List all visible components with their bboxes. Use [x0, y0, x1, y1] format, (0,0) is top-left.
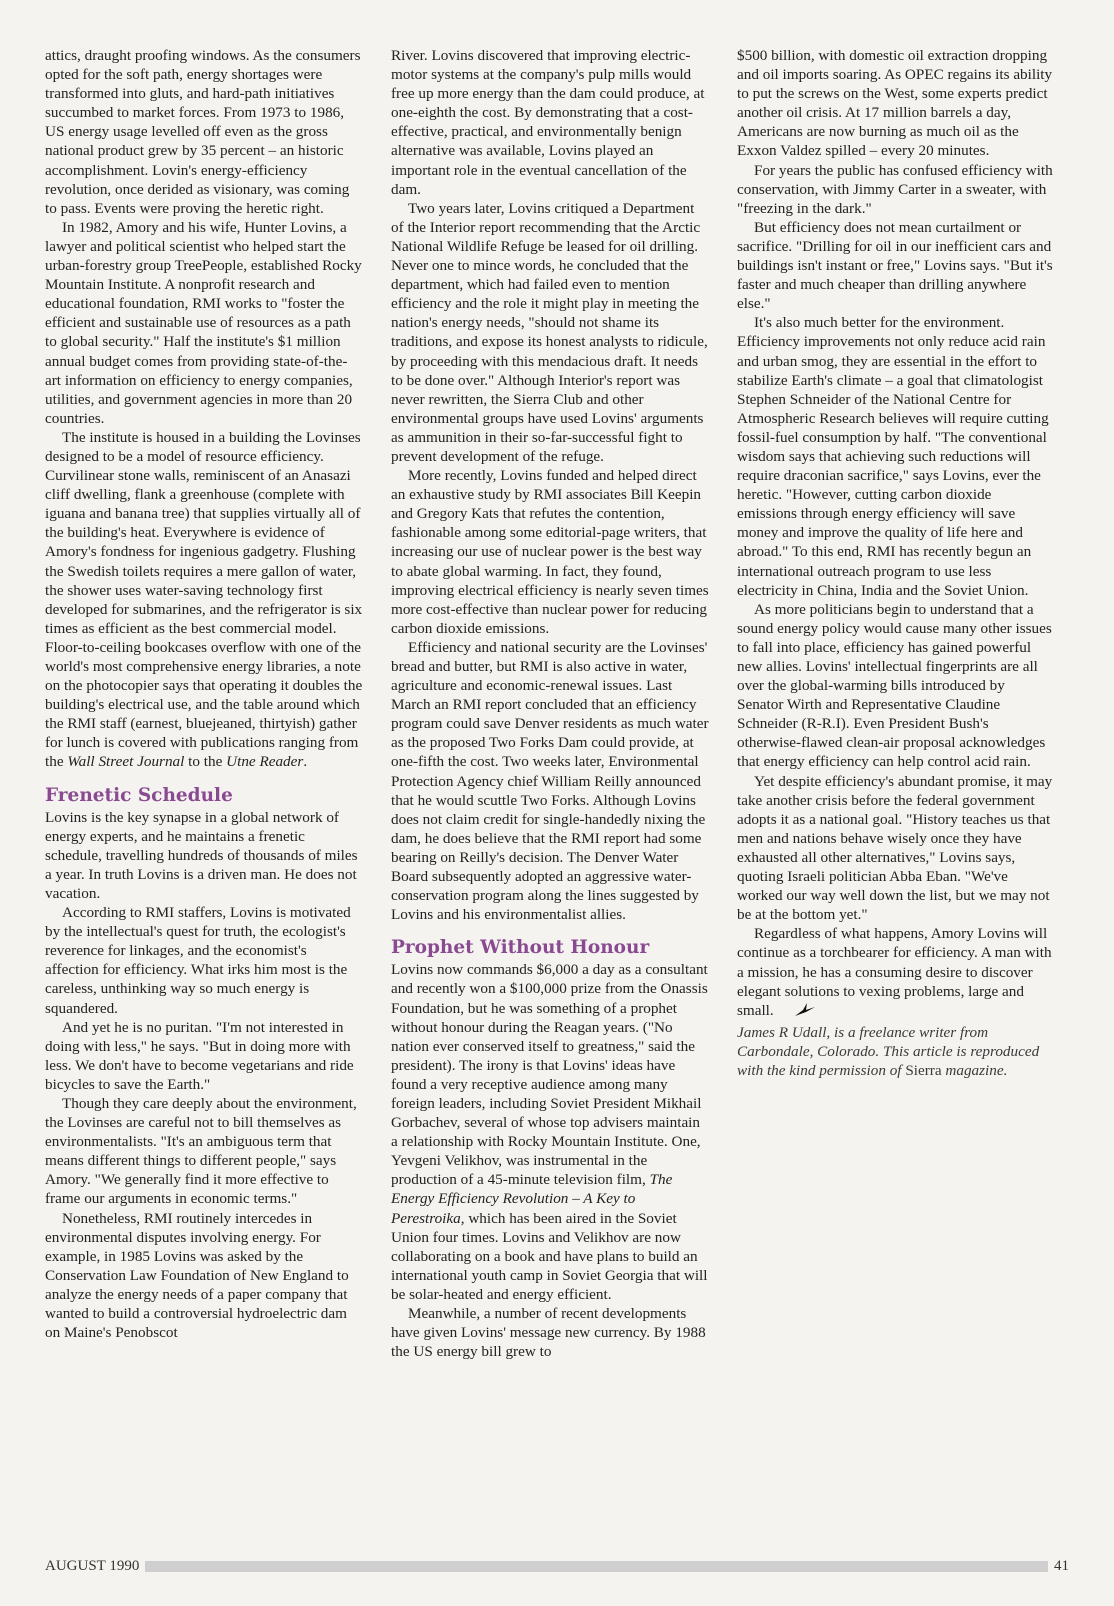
body-paragraph: Though they care deeply about the environment, the Lovinses are careful not to bill themselves as environmentalists. "It's an ambiguous term that means different things to different people," says Amory. "We generally find it more effective to frame our arguments in economic terms.": [45, 1094, 357, 1208]
column-1: [45, 46, 363, 1342]
section-heading: Prophet Without Honour: [391, 937, 650, 959]
body-paragraph: More recently, Lovins funded and helped direct an exhaustive study by RMI associates Bill Keepin and Gregory Kats that refutes the contention, fashionable among some editorial-page writers, that increasing our use of nuclear power is the best way to abate global warming. In fact, they found, improving electrical efficiency is nearly seven times more cost-effective than nuclear power for reducing carbon dioxide emissions.: [391, 467, 709, 637]
body-paragraph: Yet despite efficiency's abundant promise, it may take another crisis before the federal government adopts it as a national goal. "History teaches us that men and nations behave wisely once they have exhausted all other alternatives," Lovins says, quoting Israeli politician Abba Eban. "We've worked our way well down the list, but we may not be at the bottom yet.": [737, 772, 1053, 924]
body-paragraph: In 1982, Amory and his wife, Hunter Lovins, a lawyer and political scientist who helped start the urban-forestry group TreePeople, established Rocky Mountain Institute. A nonprofit research and educational foundation, RMI works to "foster the efficient and sustainable use of resources as a path to global security." Half the institute's $1 million annual budget comes from providing state-of-the-art information on efficiency to energy companies, utilities, and government agencies in more than 20 countries.: [45, 218, 362, 427]
body-paragraph: But efficiency does not mean curtailment or sacrifice. "Drilling for oil in our inefficient cars and buildings isn't instant or free," Lovins says. "But it's faster and much cheaper than drilling anywhere else.": [737, 218, 1053, 313]
bird-end-mark-icon: [777, 1002, 816, 1023]
body-paragraph: River. Lovins discovered that improving electric-motor systems at the company's pulp mills would free up more energy than the dam could produce, at one-eighth the cost. By demonstrating that a cost-effective, practical, and environmentally benign alternative was available, Lovins played an important role in the eventual cancellation of the dam.: [391, 47, 705, 198]
body-paragraph: According to RMI staffers, Lovins is motivated by the intellectual's quest for truth, the ecologist's reverence for linkages, and the economist's affection for efficiency. What irks him most is the careless, unthinking way so much energy is squandered.: [45, 904, 351, 1017]
body-paragraph: And yet he is no puritan. "I'm not interested in doing with less," he says. "But in doing more with less. We don't have to become vegetarians and ride bicycles to save the Earth.": [45, 1018, 354, 1093]
body-paragraph: It's also much better for the environment. Efficiency improvements not only reduce acid rain and urban smog, they are essential in the effort to stabilize Earth's climate – a goal that climatologist Stephen Schneider of the National Centre for Atmospheric Research believes will require cutting fossil-fuel consumption by half. "The conventional wisdom says that achieving such reductions will require draconian sacrifice," says Lovins, ever the heretic. "However, cutting carbon dioxide emissions through energy efficiency will save money and improve the quality of life here and abroad." To this end, RMI has recently begun an international outreach program to use less electricity in China, India and the Soviet Union.: [737, 314, 1049, 599]
body-paragraph: Efficiency and national security are the Lovinses' bread and butter, but RMI is also active in water, agriculture and economic-renewal issues. Last March an RMI report concluded that an efficiency program could save Denver residents as much water as the proposed Two Forks Dam could provide, at one-fifth the cost. Two weeks later, Environmental Protection Agency chief William Reilly announced that he would scuttle Two Forks. Although Lovins does not claim credit for single-handedly nixing the dam, he does believe that the RMI report had some bearing on Reilly's decision. The Denver Water Board subsequently adopted an aggressive water-conservation program along the lines suggested by Lovins and his environmentalist allies.: [391, 638, 709, 924]
body-paragraph: The institute is housed in a building the Lovinses designed to be a model of resource efficiency. Curvilinear stone walls, reminiscent of an Anasazi cliff dwelling, flank a greenhouse (complete with iguana and banana tree) that supplies virtually all of the building's heat. Everywhere is evidence of Amory's fondness for ingenious gadgetry. Flushing the Swedish toilets requires a mere gallon of water, the shower uses water-saving technology first developed for submarines, and the refrigerator is six times as efficient as the best commercial model. Floor-to-ceiling bookcases overflow with one of the world's most comprehensive energy libraries, a note on the photocopier says that operating it doubles the building's electrical use, and the table around which the RMI staff (earnest, bluejeaned, thirtyish) gather for lunch is covered with publications ranging from the Wall Street Journal to the Utne Reader.: [45, 428, 363, 771]
publication-title: Wall Street Journal: [67, 753, 185, 771]
body-paragraph: Lovins now commands $6,000 a day as a consultant and recently won a $100,000 prize from the Onassis Foundation, but he was something of a prophet without honour during the Reagan years. ("No nation ever conserved itself to greatness," said the president). The irony is that Lovins' ideas have found a very receptive audience among many foreign leaders, including Soviet President Mikhail Gorbachev, several of whose top advisers maintain a relationship with Rocky Mountain Institute. One, Yevgeni Velikhov, was instrumental in the production of a 45-minute television film, The Energy Efficiency Revolution – A Key to Perestroika, which has been aired in the Soviet Union four times. Lovins and Velikhov are now collaborating on a book and have plans to build an international youth camp in Soviet Georgia that will be solar-heated and energy efficient.: [391, 961, 708, 1303]
page-number: 41: [1054, 1558, 1069, 1574]
page-footer: [45, 1558, 1069, 1575]
footer-rule: [145, 1561, 1048, 1572]
body-paragraph: Nonetheless, RMI routinely intercedes in environmental disputes involving energy. For example, in 1985 Lovins was asked by the Conservation Law Foundation of New England to analyze the energy needs of a paper company that wanted to build a controversial hydroelectric dam on Maine's Penobscot: [45, 1209, 349, 1342]
body-paragraph: For years the public has confused efficiency with conservation, with Jimmy Carter in a sweater, with "freezing in the dark.": [737, 161, 1053, 217]
body-paragraph: As more politicians begin to understand that a sound energy policy would cause many other issues to fall into place, efficiency has gained powerful new allies. Lovins' intellectual fingerprints are all over the global-warming bills introduced by Senator Wirth and Representative Claudine Schneider (R-R.I). Even President Bush's otherwise-flawed clean-air proposal acknowledges that energy efficiency can help control acid rain.: [737, 600, 1052, 771]
body-paragraph: Two years later, Lovins critiqued a Department of the Interior report recommending that the Arctic National Wildlife Refuge be leased for oil drilling. Never one to mince words, he concluded that the department, which had failed even to mention efficiency and the role it might play in meeting the nation's energy needs, "should not shame its traditions, and expose its honest analysts to ridicule, by proceeding with this mendacious draft. It needs to be done over." Although Interior's report was never rewritten, the Sierra Club and other environmental groups have used Lovins' arguments as ammunition in their so-far-successful fight to prevent development of the refuge.: [391, 199, 708, 465]
body-paragraph: Lovins is the key synapse in a global network of energy experts, and he maintains a frenetic schedule, travelling hundreds of thousands of miles a year. In truth Lovins is a driven man. He does not vacation.: [45, 808, 358, 902]
body-paragraph: $500 billion, with domestic oil extraction dropping and oil imports soaring. As OPEC regains its ability to put the screws on the West, some experts predict another oil crisis. At 17 million barrels a day, Americans are now burning as much oil as the Exxon Valdez spilled – every 20 minutes.: [737, 47, 1053, 160]
issue-date: AUGUST 1990: [45, 1558, 140, 1574]
body-paragraph: Regardless of what happens, Amory Lovins will continue as a torchbearer for efficiency. A man with a mission, he has a consuming desire to discover elegant solutions to vexing problems, large and small.: [737, 924, 1055, 1022]
section-heading: Frenetic Schedule: [45, 784, 233, 806]
column-2: [391, 46, 709, 1361]
author-credit: James R Udall, is a freelance writer from Carbondale, Colorado. This article is reproduced with the kind permission of Sierra magazine.: [737, 1023, 1040, 1079]
body-paragraph: attics, draught proofing windows. As the consumers opted for the soft path, energy shortages were transformed into gluts, and hard-path initiatives succumbed to market forces. From 1973 to 1986, US energy usage levelled off even as the gross national product grew by 35 percent – an historic accomplishment. Lovin's energy-efficiency revolution, once derided as visionary, was coming to pass. Events were proving the heretic right.: [45, 47, 361, 217]
publication-title: The Energy Efficiency Revolution – A Key to Perestroika: [391, 1171, 673, 1227]
magazine-name: Sierra: [905, 1061, 942, 1079]
column-3: [737, 46, 1055, 1080]
publication-title: Utne Reader: [226, 753, 304, 771]
body-paragraph: Meanwhile, a number of recent developments have given Lovins' message new currency. By 1988 the US energy bill grew to: [391, 1305, 706, 1361]
